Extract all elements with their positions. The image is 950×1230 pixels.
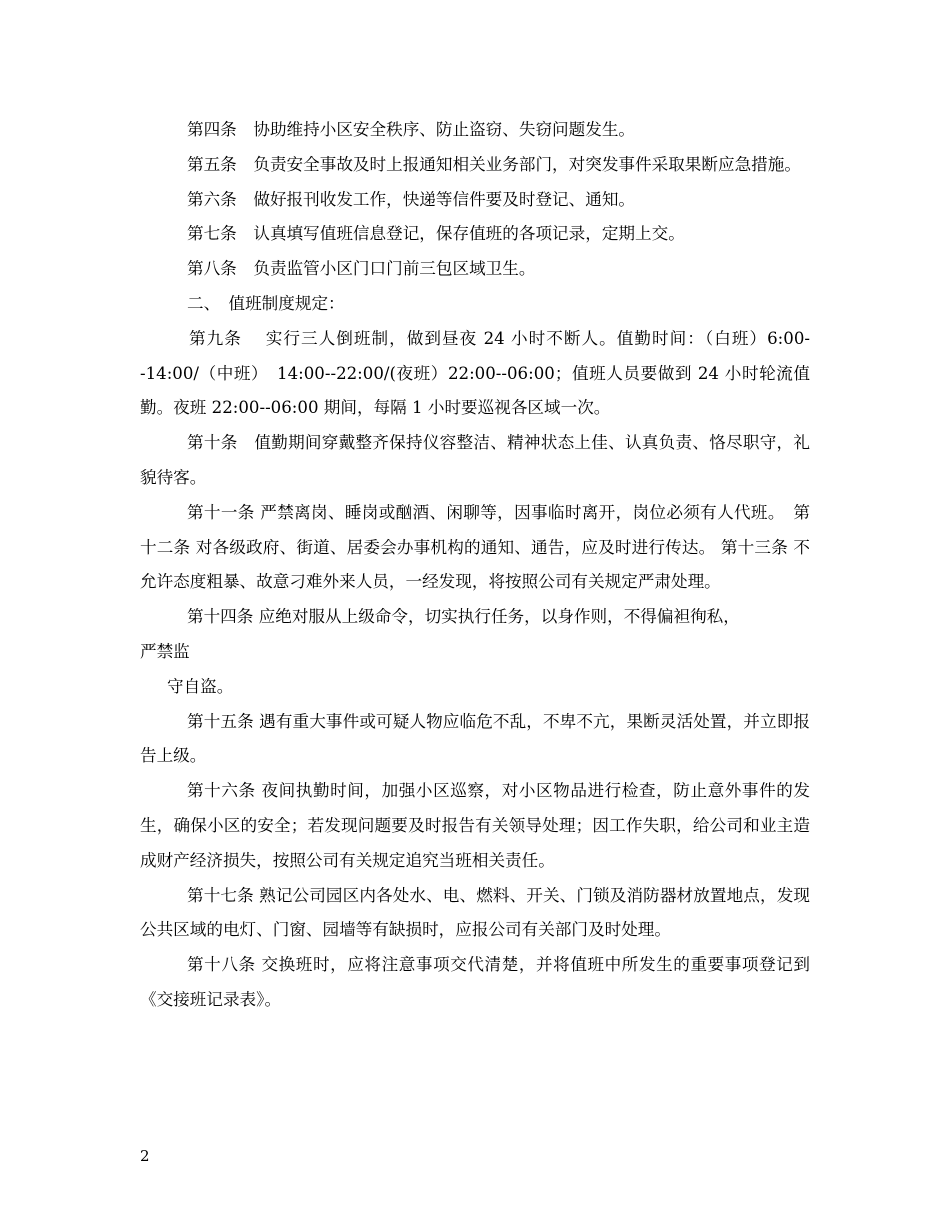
section-heading: 二、 值班制度规定： xyxy=(187,293,345,313)
document-body xyxy=(140,113,810,1018)
article-17: 第十七条 熟记公司园区内各处水、电、燃料、开关、门锁及消防器材放置地点，发现公共区域的电灯、门窗、园墙等有缺损时，应报公司有关部门及时处理。 xyxy=(140,885,810,940)
article-9: 第九条 实行三人倒班制，做到昼夜 24 小时不断人。值勤时间：（白班）6:00--14:00/（中班） 14:00--22:00/(夜班）22:00--06:00；值班人员要做到 24 小时轮流值勤。夜班 22:00--06:00 期间，每隔 1 小时要巡视各区域一次。 xyxy=(140,328,810,418)
page-number: 2 xyxy=(140,1147,150,1165)
article-14: 第十四条 应绝对服从上级命令，切实执行任务，以身作则，不得偏袒徇私， xyxy=(187,607,740,627)
article-16: 第十六条 夜间执勤时间，加强小区巡察，对小区物品进行检查，防止意外事件的发生，确保小区的安全；若发现问题要及时报告有关领导处理；因工作失职，给公司和业主造成财产经济损失，按照公司有关规定追究当班相关责任。 xyxy=(140,781,810,870)
article-5: 第五条 负责安全事故及时上报通知相关业务部门，对突发事件采取果断应急措施。 xyxy=(187,154,801,174)
article-8: 第八条 负责监管小区门口门前三包区域卫生。 xyxy=(187,259,536,279)
article-15: 第十五条 遇有重大事件或可疑人物应临危不乱，不卑不亢，果断灵活处置，并立即报告上级。 xyxy=(140,711,810,766)
article-14-end: 守自盗。 xyxy=(167,676,234,696)
article-6: 第六条 做好报刊收发工作，快递等信件要及时登记、通知。 xyxy=(187,189,636,209)
article-18: 第十八条 交换班时，应将注意事项交代清楚，并将值班中所发生的重要事项登记到《交接班记录表》。 xyxy=(140,955,810,1009)
article-7: 第七条 认真填写值班信息登记，保存值班的各项记录，定期上交。 xyxy=(187,224,685,244)
article-4: 第四条 协助维持小区安全秩序、防止盗窃、失窃问题发生。 xyxy=(187,120,636,139)
article-14-continued: 严禁监 xyxy=(140,641,190,661)
article-10: 第十条 值勤期间穿戴整齐保持仪容整洁、精神状态上佳、认真负责、恪尽职守，礼貌待客。 xyxy=(140,433,810,487)
article-11-13: 第十一条 严禁离岗、睡岗或酗酒、闲聊等，因事临时离开，岗位必须有人代班。 第十二条 对各级政府、街道、居委会办事机构的通知、通告，应及时进行传达。 第十三条 不允许态度粗暴、故意刁难外来人员，一经发现，将按照公司有关规定严肃处理。 xyxy=(140,502,810,592)
